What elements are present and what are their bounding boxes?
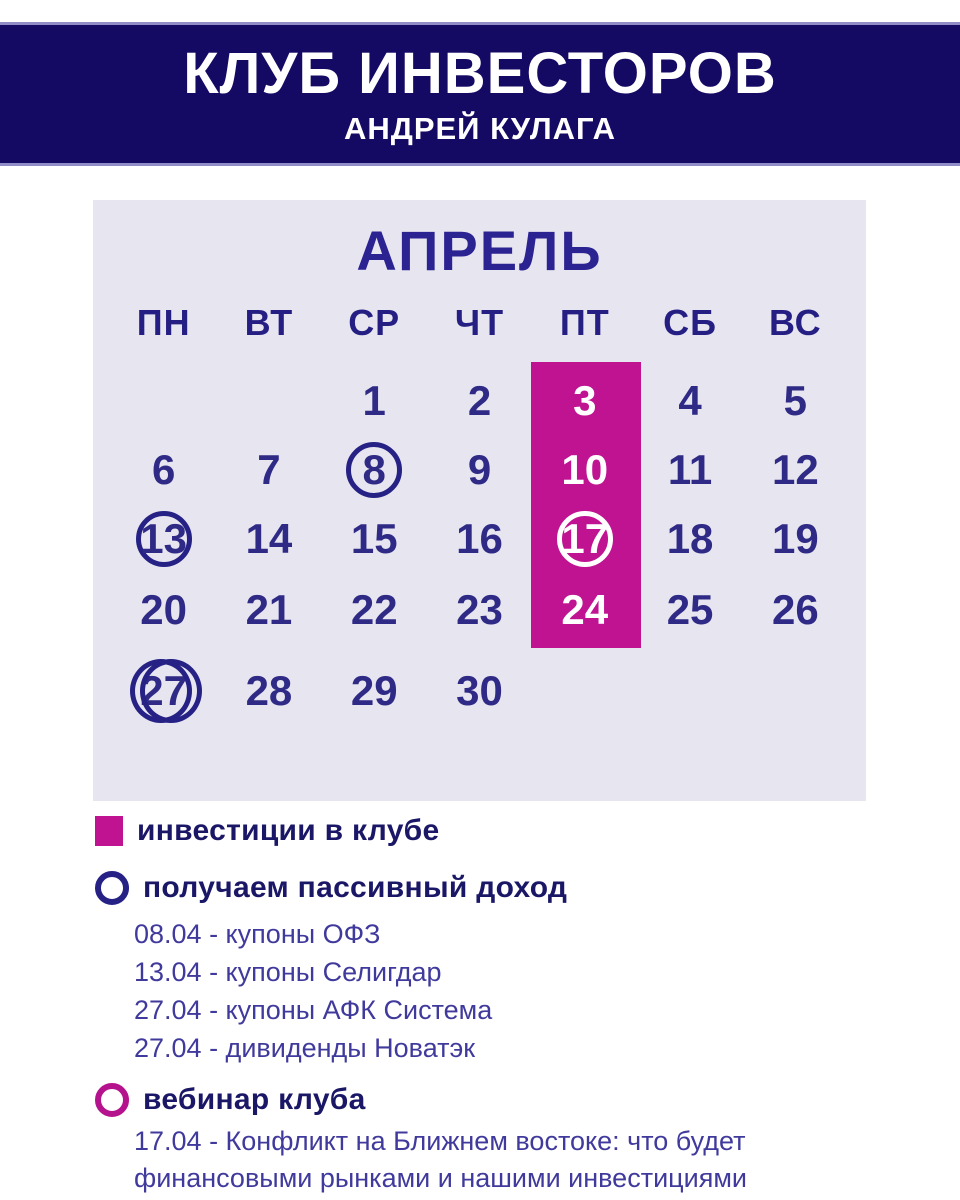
legend-club-investments [95,812,885,850]
day-cell-13-circled: 13 [111,504,216,573]
weekday-label-СБ: СБ [663,302,717,343]
day-cell-27-circled: 27 [111,646,216,735]
day-cell-28: 28 [245,666,293,714]
legend-webinar [95,1081,885,1119]
day-cell-24: 24 [561,585,609,633]
day-cell-4: 4 [678,376,702,424]
passive-income-item: 08.04 - купоны ОФЗ [134,919,381,949]
day-cell-17-circled: 17 [532,504,637,573]
weekday-label-ПН: ПН [136,302,191,343]
day-cell-6: 6 [151,445,176,493]
day-cell-1: 1 [362,376,386,424]
day-cell-18: 18 [666,514,714,562]
weekday-label-СР: СР [348,302,401,343]
calendar-panel [93,200,866,801]
banner-subtitle: АНДРЕЙ КУЛАГА [343,110,617,146]
day-cell-3: 3 [573,376,597,424]
webinar-list [134,1123,784,1197]
month-title: АПРЕЛЬ [356,219,603,282]
passive-income-item: 27.04 - дивиденды Новатэк [134,1033,476,1063]
legend [95,812,885,1197]
passive-income-list [134,915,885,1067]
weekday-header-row [111,300,848,346]
banner-title: КЛУБ ИНВЕСТОРОВ [183,40,777,106]
day-cell-30: 30 [456,666,503,714]
day-cell-7: 7 [257,445,281,493]
day-cell-29: 29 [350,666,398,714]
day-cell-22: 22 [350,585,398,633]
day-cell-10: 10 [561,445,609,493]
day-cell-9: 9 [467,445,492,493]
day-grid [111,366,848,735]
webinar-item: 17.04 - Конфликт на Ближнем востоке: что будет финансовыми рынками и нашими инвестициями [134,1126,747,1193]
day-cell-5: 5 [783,376,808,424]
day-cell-empty [111,366,216,435]
day-cell-empty [216,366,321,435]
passive-income-item: 27.04 - купоны АФК Система [134,995,493,1025]
magenta-circle-icon [95,1083,129,1117]
passive-income-item: 13.04 - купоны Селигдар [134,957,442,987]
day-cell-16: 16 [456,514,503,562]
day-cell-15: 15 [350,514,398,562]
day-cell-20: 20 [140,585,187,633]
day-cell-empty [637,646,742,735]
weekday-label-ЧТ: ЧТ [454,302,505,343]
weekday-label-ВТ: ВТ [244,302,294,343]
magenta-square-icon [95,816,123,846]
day-cell-8-circled: 8 [322,435,427,504]
day-cell-23: 23 [456,585,503,633]
day-cell-empty [532,646,637,735]
banner [0,22,960,166]
day-cell-empty [743,646,848,735]
day-cell-14: 14 [245,514,293,562]
navy-circle-icon [95,871,129,905]
legend-webinar-label: вебинар клуба [143,1083,366,1116]
legend-passive-income [95,869,885,907]
legend-passive-income-label: получаем пассивный доход [143,871,568,904]
legend-club-investments-label: инвестиции в клубе [137,814,440,847]
day-cell-2: 2 [467,376,492,424]
day-cell-12: 12 [771,445,819,493]
day-cell-26: 26 [771,585,819,633]
weekday-label-ПТ: ПТ [559,302,610,343]
day-cell-21: 21 [245,585,293,633]
weekday-label-ВС: ВС [769,302,822,343]
day-cell-19: 19 [771,514,819,562]
day-cell-11: 11 [667,445,713,493]
day-cell-25: 25 [666,585,714,633]
